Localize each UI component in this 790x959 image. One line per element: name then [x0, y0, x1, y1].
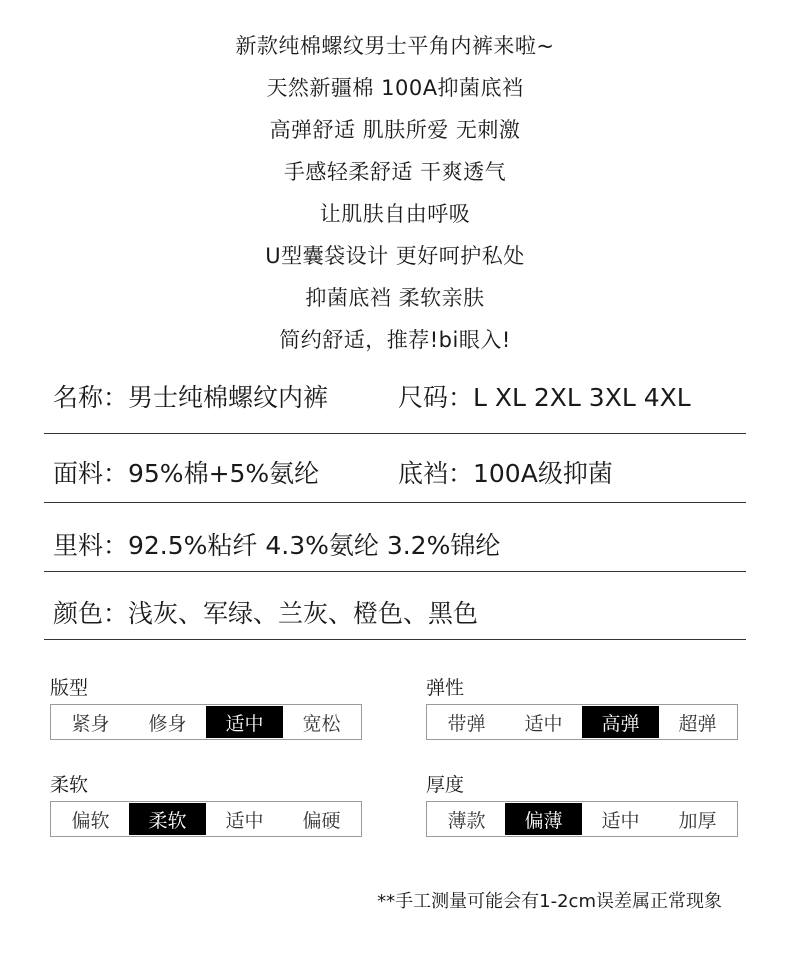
scale-fit-label: 版型 [50, 677, 89, 699]
intro-line: 抑菌底裆 柔软亲肤 [305, 286, 485, 310]
intro-line: U型囊袋设计 更好呵护私处 [265, 244, 525, 268]
scale-option: 适中 [601, 809, 640, 832]
intro-line: 天然新疆棉 100A抑菌底裆 [266, 76, 524, 100]
scale-elastic-options [426, 704, 738, 740]
spec-color: 颜色：浅灰、军绿、兰灰、橙色、黑色 [53, 599, 479, 628]
spec-crotch: 底裆：100A级抑菌 [398, 459, 613, 488]
spec-fabric: 面料：95%棉+5%氨纶 [53, 459, 320, 488]
intro-text [0, 28, 790, 364]
scale-option: 超弹 [678, 712, 717, 735]
intro-line: 手感轻柔舒适 干爽透气 [283, 160, 507, 184]
scale-option: 适中 [206, 706, 283, 738]
scale-soft-options [50, 801, 362, 837]
scale-option: 适中 [524, 712, 563, 735]
scale-option: 紧身 [71, 712, 110, 735]
intro-line: 简约舒适，推荐!bi眼入! [279, 328, 511, 352]
spec-row-name-size [44, 382, 746, 434]
scale-option: 偏硬 [302, 809, 341, 832]
scale-fit-options [50, 704, 362, 740]
scale-elastic-label: 弹性 [426, 677, 465, 699]
scale-option: 偏软 [71, 809, 110, 832]
scale-fit [50, 676, 362, 740]
spec-name: 名称：男士纯棉螺纹内裤 [53, 383, 329, 412]
scale-option: 偏薄 [505, 803, 582, 835]
scale-thick-options [426, 801, 738, 837]
scale-option: 薄款 [447, 809, 486, 832]
scale-elastic [426, 676, 738, 740]
scale-soft [50, 773, 362, 837]
scale-soft-label: 柔软 [50, 774, 89, 796]
measurement-note: **手工测量可能会有1-2cm误差属正常现象 [377, 891, 722, 912]
scale-thick-label: 厚度 [426, 774, 465, 796]
scale-option: 宽松 [302, 712, 341, 735]
spec-row-color [44, 598, 746, 640]
intro-line: 让肌肤自由呼吸 [319, 202, 471, 226]
spec-row-fabric-crotch [44, 458, 746, 503]
spec-row-lining [44, 530, 746, 572]
intro-line: 高弹舒适 肌肤所爱 无刺激 [269, 118, 521, 142]
scale-thick [426, 773, 738, 837]
scale-option: 高弹 [582, 706, 659, 738]
scale-option: 柔软 [129, 803, 206, 835]
scale-option: 适中 [225, 809, 264, 832]
intro-line: 新款纯棉螺纹男士平角内裤来啦~ [235, 34, 555, 58]
spec-lining: 里料：92.5%粘纤 4.3%氨纶 3.2%锦纶 [53, 531, 501, 560]
scale-option: 加厚 [678, 809, 717, 832]
scale-option: 带弹 [447, 712, 486, 735]
spec-size: 尺码：L XL 2XL 3XL 4XL [398, 383, 691, 412]
scale-option: 修身 [148, 712, 187, 735]
